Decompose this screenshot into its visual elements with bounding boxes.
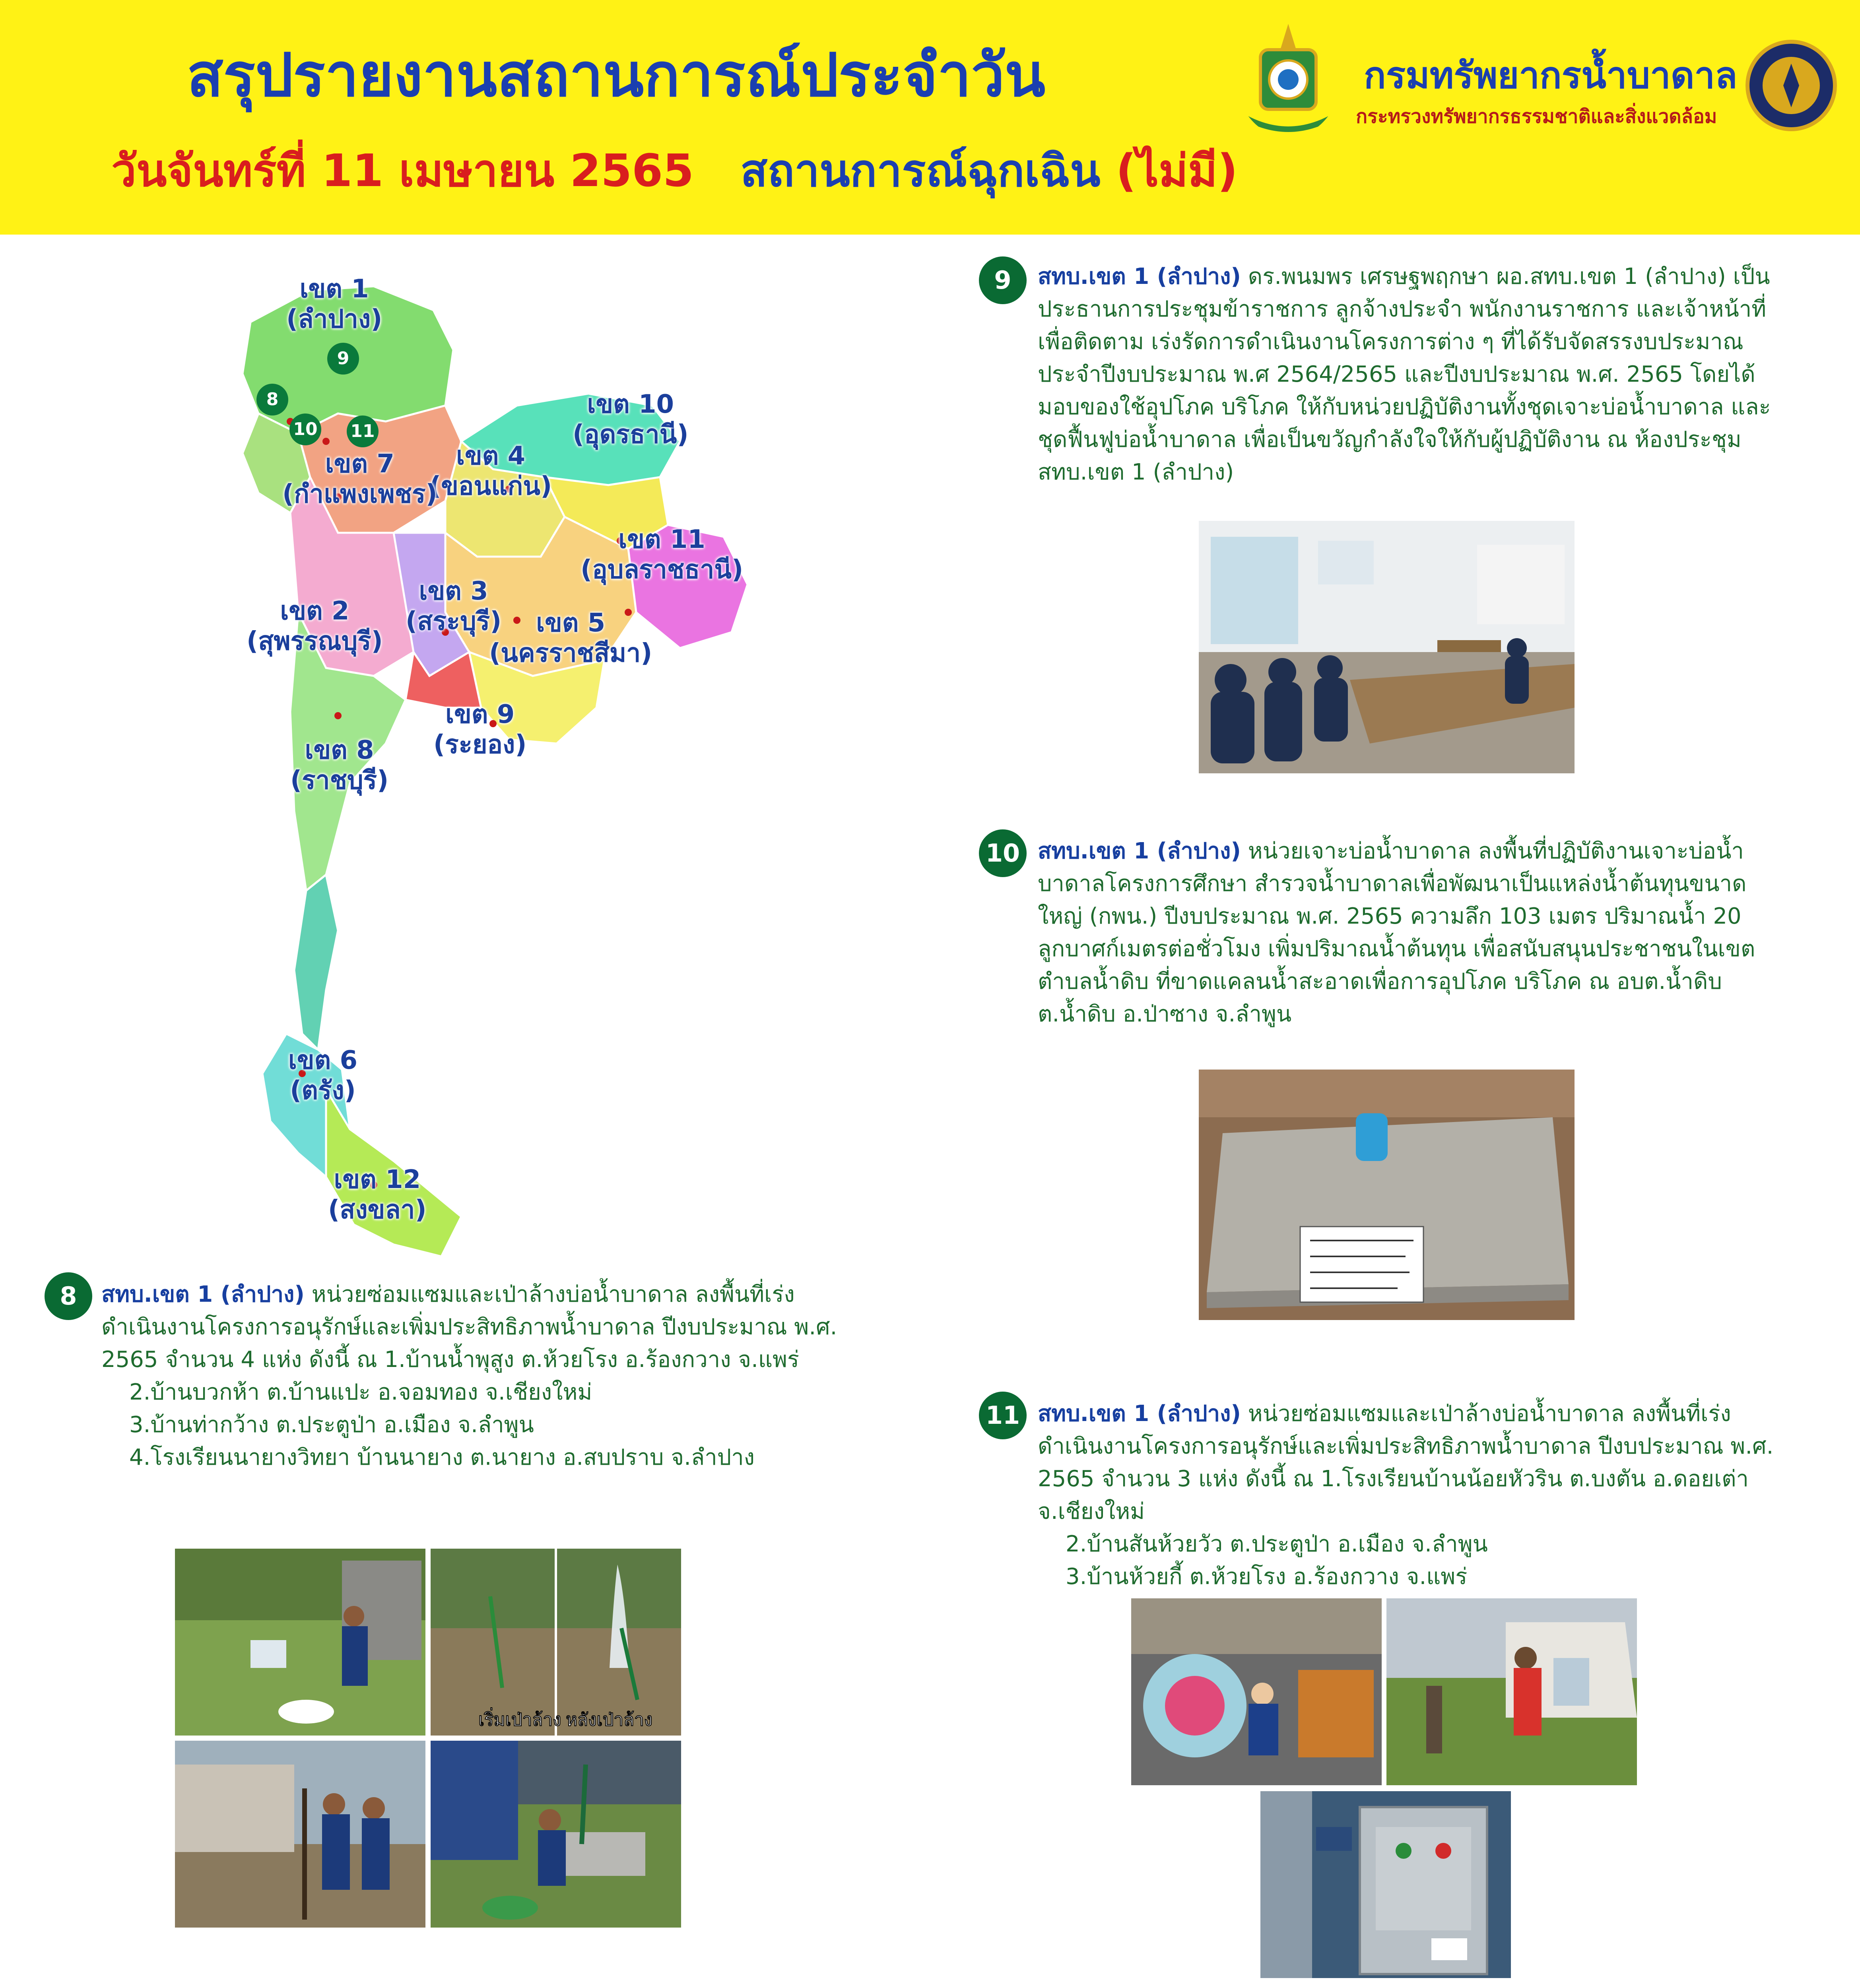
zone-name: เขต 9	[445, 700, 515, 729]
meeting-photo	[1199, 521, 1575, 773]
zone-8-label	[290, 736, 388, 796]
zone-name: เขต 8	[305, 736, 374, 765]
zone-province: (ระยอง)	[433, 730, 527, 759]
flush-photo-1	[175, 1549, 425, 1736]
section-8-number: 8	[45, 1272, 92, 1320]
zone-province: (ตรัง)	[290, 1076, 356, 1105]
map-marker-8: 8	[256, 384, 288, 415]
section-11-body: หน่วยซ่อมแซมและเป่าล้างบ่อน้ำบาดาล ลงพื้นที่เร่งดำเนินงานโครงการอนุรักษ์และเพิ่มประสิทธิภาพน้ำบาดาล ปีงบประมาณ พ.ศ. 2565 จำนวน 3 แห่ง ดังนี้ ณ 1.โรงเรียนบ้านน้อยหัวริน ต.บงตัน อ.ดอยเต่า จ.เชียงใหม่	[1038, 1401, 1774, 1524]
well-head-image	[1199, 1070, 1575, 1320]
zone-6-label	[288, 1046, 357, 1106]
emergency-label: สถานการณ์ฉุกเฉิน	[740, 145, 1101, 197]
zone-7-label	[282, 449, 437, 509]
control-cabinet-image	[1260, 1791, 1511, 1978]
zone-3-label	[406, 577, 501, 637]
zone-province: (สุพรรณบุรี)	[247, 626, 383, 656]
ministry-name: กระทรวงทรัพยากรธรรมชาติและสิ่งแวดล้อม	[1356, 105, 1717, 128]
zone-province: (กำแพงเพชร)	[282, 479, 437, 509]
department-emblem-icon	[1237, 22, 1340, 137]
flushing-before-after-image	[431, 1549, 681, 1736]
ministry-seal-icon	[1745, 36, 1837, 135]
zone-9-label	[433, 700, 526, 760]
pipe-work-image	[431, 1741, 681, 1928]
section-10-lead: สทบ.เขต 1 (ลำปาง)	[1038, 838, 1241, 864]
section-10-text	[1038, 835, 1781, 1031]
before-flush-caption: เริ่มเป่าล้าง	[478, 1710, 561, 1730]
zone-province: (สงขลา)	[328, 1195, 427, 1225]
repair-photo-3	[1260, 1791, 1511, 1978]
repair-photo-2	[1386, 1598, 1637, 1785]
zone-province: (อุบลราชธานี)	[581, 555, 744, 584]
zone-province: (นครราชสีมา)	[489, 638, 652, 668]
zone-name: เขต 1	[299, 274, 369, 304]
zone-province: (ขอนแก่น)	[429, 471, 552, 501]
header-banner	[0, 0, 1860, 235]
well-photo	[1199, 1070, 1575, 1320]
department-name: กรมทรัพยากรน้ำบาดาล	[1364, 54, 1738, 97]
zone-10-label	[573, 390, 689, 450]
zone-name: เขต 3	[419, 577, 488, 606]
section-8-item: 4.โรงเรียนนายางวิทยา บ้านนายาง ต.นายาง อ.สบปราบ จ.ลำปาง	[129, 1444, 755, 1470]
page-title: สรุปรายงานสถานการณ์ประจำวัน	[187, 41, 1046, 110]
section-11-lead: สทบ.เขต 1 (ลำปาง)	[1038, 1401, 1241, 1427]
map-marker-10: 10	[289, 414, 321, 445]
section-9-body: ดร.พนมพร เศรษฐพฤกษา ผอ.สทบ.เขต 1 (ลำปาง) เป็นประธานการประชุมข้าราชการ ลูกจ้างประจำ พนักงานราชการ และเจ้าหน้าที่ เพื่อติดตาม เร่งรัดการดำเนินงานโครงการต่าง ๆ ที่ได้รับจัดสรรงบประมาณ ประจำปีงบประมาณ พ.ศ 2564/2565 และปีงบประมาณ พ.ศ. 2565 โดยได้มอบของใช้อุปโภค บริโภค ให้กับหน่วยปฏิบัติงานทั้งชุดเจาะบ่อน้ำบาดาล และชุดฟื้นฟูบ่อน้ำบาดาล เพื่อเป็นขวัญกำลังใจให้กับผู้ปฏิบัติงาน ณ ห้องประชุม สทบ.เขต 1 (ลำปาง)	[1038, 264, 1771, 485]
after-flush-caption: หลังเป่าล้าง	[566, 1710, 653, 1730]
map-marker-9: 9	[327, 343, 359, 375]
section-11-number: 11	[979, 1392, 1027, 1439]
zone-province: (ราชบุรี)	[290, 765, 389, 795]
section-9-number: 9	[979, 256, 1027, 304]
section-11-item: 3.บ้านห้วยกี้ ต.ห้วยโรง อ.ร้องกวาง จ.แพร่	[1066, 1564, 1468, 1590]
zone-name: เขต 5	[536, 608, 606, 638]
zone-11-label	[581, 525, 743, 585]
well-site-image	[175, 1549, 425, 1736]
section-10-number: 10	[979, 829, 1027, 877]
map-marker-11: 11	[347, 415, 379, 447]
zone-name: เขต 10	[587, 390, 674, 419]
zone-name: เขต 7	[325, 449, 394, 479]
zone-name: เขต 11	[618, 525, 705, 554]
emergency-status: (ไม่มี)	[1116, 145, 1238, 197]
section-8-text	[101, 1278, 853, 1474]
section-8-item: 2.บ้านบวกห้า ต.บ้านแปะ อ.จอมทอง จ.เชียงใหม่	[129, 1379, 592, 1405]
section-9-text	[1038, 260, 1781, 489]
zone-name: เขต 4	[456, 441, 526, 471]
site-workers-image	[1386, 1598, 1637, 1785]
section-9-lead: สทบ.เขต 1 (ลำปาง)	[1038, 264, 1241, 289]
repair-photo-1	[1131, 1598, 1382, 1785]
zone-12-label	[328, 1165, 427, 1225]
section-8-lead: สทบ.เขต 1 (ลำปาง)	[101, 1281, 305, 1307]
section-10-body: หน่วยเจาะบ่อน้ำบาดาล ลงพื้นที่ปฏิบัติงานเจาะบ่อน้ำบาดาลโครงการศึกษา สำรวจน้ำบาดาลเพื่อพัฒนาเป็นแหล่งน้ำต้นทุนขนาดใหญ่ (กพน.) ปีงบประมาณ พ.ศ. 2565 ความลึก 103 เมตร ปริมาณน้ำ 20 ลูกบาศก์เมตรต่อชั่วโมง เพิ่มปริมาณน้ำต้นทุน เพื่อสนับสนุนประชาชนในเขตตำบลน้ำดิบ ที่ขาดแคลนน้ำสะอาดเพื่อการอุปโภค บริโภค ณ อบต.น้ำดิบ ต.น้ำดิบ อ.ป่าซาง จ.ลำพูน	[1038, 838, 1755, 1027]
zone-province: (สระบุรี)	[406, 606, 502, 636]
zone-2-label	[247, 596, 383, 656]
zone-name: เขต 2	[280, 596, 349, 626]
zone-name: เขต 6	[288, 1046, 357, 1075]
report-date-line	[111, 135, 1238, 206]
zone-1-label	[286, 274, 382, 334]
section-11-text	[1038, 1398, 1781, 1593]
zone-5-label	[489, 608, 652, 668]
zone-province: (อุดรธานี)	[573, 419, 689, 449]
workshop-repair-image	[1131, 1598, 1382, 1785]
zone-name: เขต 12	[334, 1165, 421, 1194]
section-8-item: 3.บ้านท่ากว้าง ต.ประตูป่า อ.เมือง จ.ลำพูน	[129, 1412, 534, 1438]
meeting-room-image	[1199, 521, 1575, 773]
flush-photo-2	[431, 1549, 681, 1736]
flush-photo-4	[431, 1741, 681, 1928]
thailand-zone-map	[207, 254, 787, 1272]
section-8-body: หน่วยซ่อมแซมและเป่าล้างบ่อน้ำบาดาล ลงพื้นที่เร่งดำเนินงานโครงการอนุรักษ์และเพิ่มประสิทธิภาพน้ำบาดาล ปีงบประมาณ พ.ศ. 2565 จำนวน 4 แห่ง ดังนี้ ณ 1.บ้านน้ำพุสูง ต.ห้วยโรง อ.ร้องกวาง จ.แพร่	[101, 1281, 837, 1373]
zone-4-label	[429, 441, 552, 501]
site-team-image	[175, 1741, 425, 1928]
report-date: วันจันทร์ที่ 11 เมษายน 2565	[111, 145, 694, 197]
section-11-item: 2.บ้านสันห้วยวัว ต.ประตูป่า อ.เมือง จ.ลำพูน	[1066, 1531, 1488, 1557]
flush-photo-3	[175, 1741, 425, 1928]
zone-province: (ลำปาง)	[286, 304, 382, 334]
